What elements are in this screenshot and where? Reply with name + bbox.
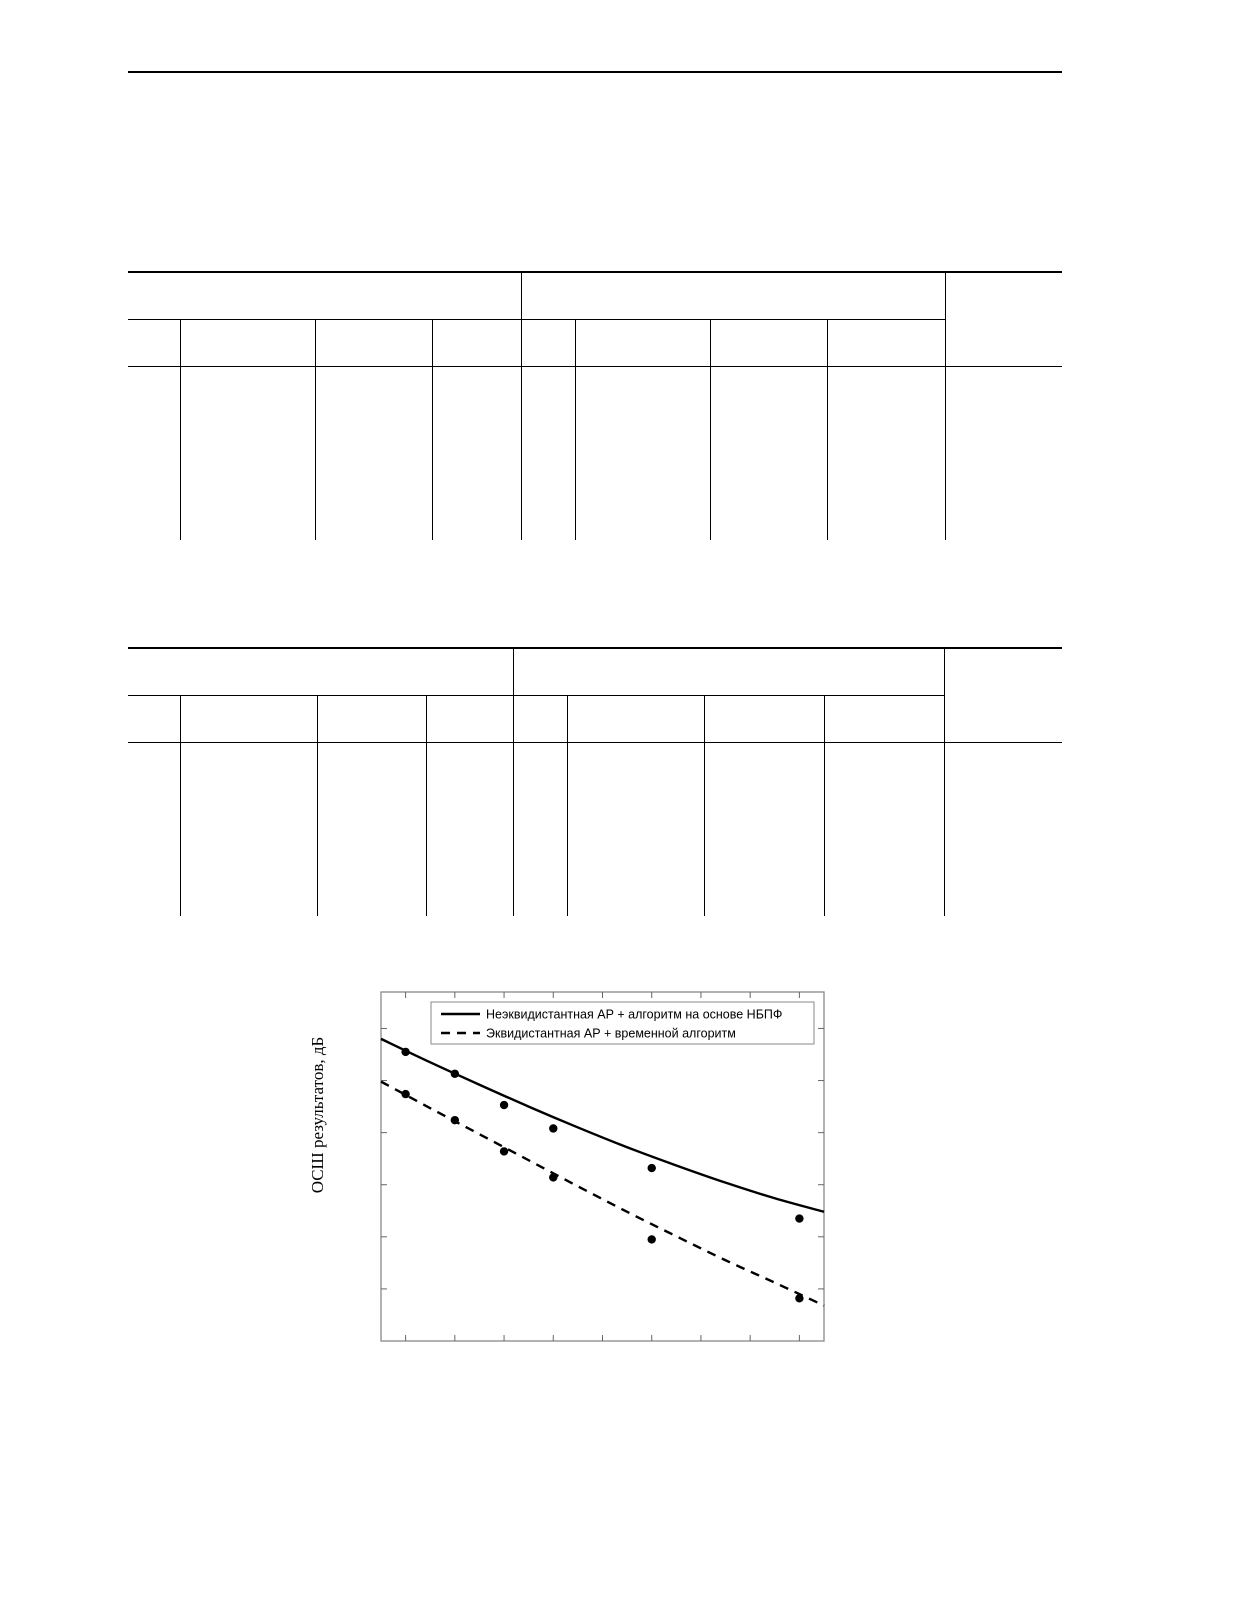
series-2-point — [795, 1294, 803, 1302]
series-1-point — [648, 1164, 656, 1172]
series-1-point — [795, 1214, 803, 1222]
series-1-point — [451, 1070, 459, 1078]
series-2-point — [549, 1173, 557, 1181]
series-1-point — [500, 1101, 508, 1109]
series-2-point — [648, 1235, 656, 1243]
series-1-point — [549, 1124, 557, 1132]
series-2-point — [500, 1147, 508, 1155]
legend-entry-2: Эквидистантная АР + временной алгоритм — [486, 1026, 736, 1041]
series-2-point — [401, 1090, 409, 1098]
legend-entry-1: Неэквидистантная АР + алгоритм на основе НБПФ — [486, 1007, 783, 1022]
series-2-point — [451, 1116, 459, 1124]
series-1-point — [401, 1048, 409, 1056]
y-axis-label: ОСШ результатов, дБ — [308, 1036, 327, 1194]
legend — [431, 1002, 814, 1044]
